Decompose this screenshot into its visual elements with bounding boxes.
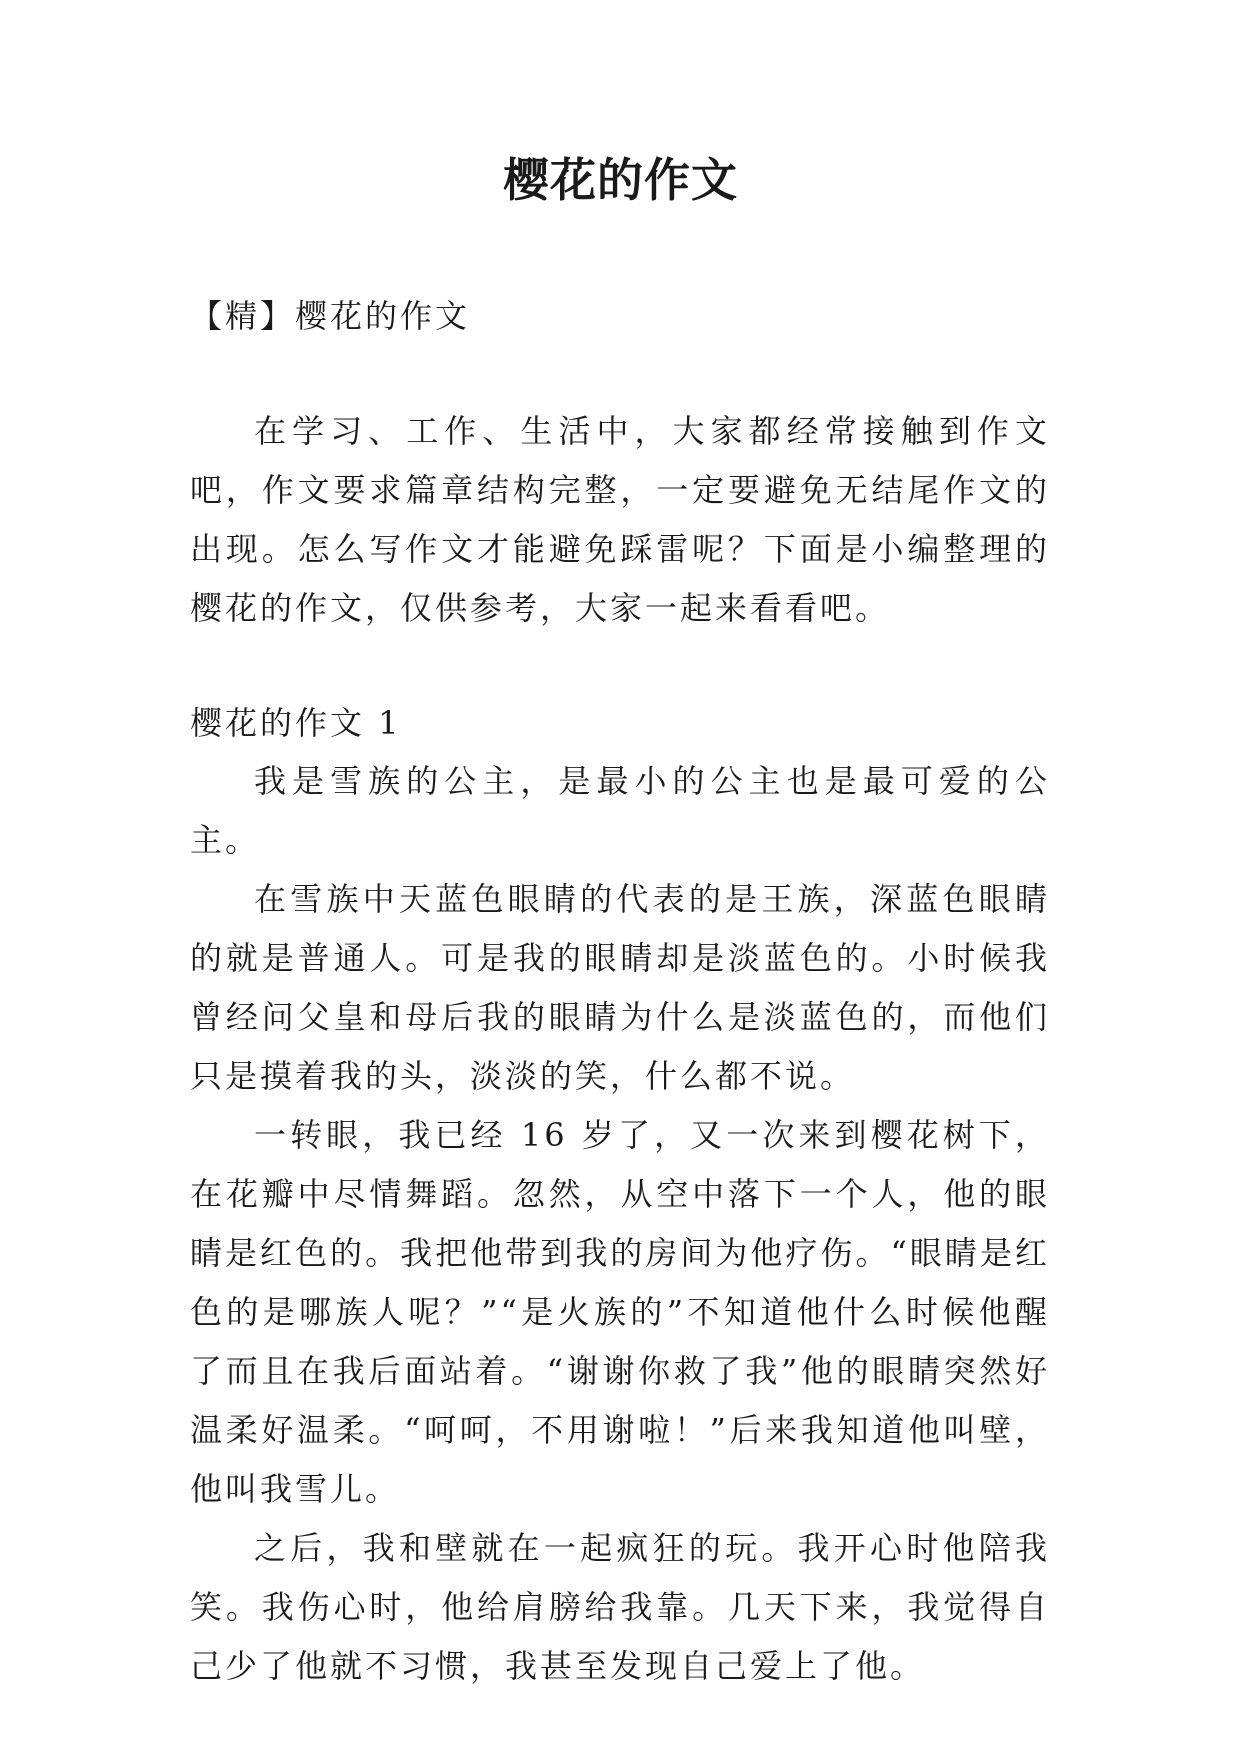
intro-paragraph: 在学习、工作、生活中，大家都经常接触到作文吧，作文要求篇章结构完整，一定要避免无结尾作文的出现。怎么写作文才能避免踩雷呢？下面是小编整理的樱花的作文，仅供参考，大家一起来看看吧。 xyxy=(190,412,1050,627)
document-subtitle: 【精】樱花的作文 xyxy=(190,297,471,335)
story-paragraph: 在雪族中天蓝色眼睛的代表的是王族，深蓝色眼睛的就是普通人。可是我的眼睛却是淡蓝色的。小时候我曾经问父皇和母后我的眼睛为什么是淡蓝色的，而他们只是摸着我的头，淡淡的笑，什么都不说。 xyxy=(190,880,1050,1095)
page-title: 樱花的作文 xyxy=(503,153,738,207)
story-paragraph: 之后，我和壁就在一起疯狂的玩。我开心时他陪我笑。我伤心时，他给肩膀给我靠。几天下来，我觉得自己少了他就不习惯，我甚至发现自己爱上了他。 xyxy=(190,1529,1050,1685)
story-body xyxy=(190,752,1050,1696)
story-paragraph: 一转眼，我已经 16 岁了，又一次来到樱花树下，在花瓣中尽情舞蹈。忽然，从空中落下一个人，他的眼睛是红色的。我把他带到我的房间为他疗伤。“眼睛是红色的是哪族人呢？”“是火族的”不知道他什么时候他醒了而且在我后面站着。“谢谢你救了我”他的眼睛突然好温柔好温柔。“呵呵，不用谢啦！”后来我知道他叫壁，他叫我雪儿。 xyxy=(190,1116,1050,1508)
section-heading: 樱花的作文 1 xyxy=(190,704,402,742)
story-paragraph: 我是雪族的公主，是最小的公主也是最可爱的公主。 xyxy=(190,762,1050,859)
